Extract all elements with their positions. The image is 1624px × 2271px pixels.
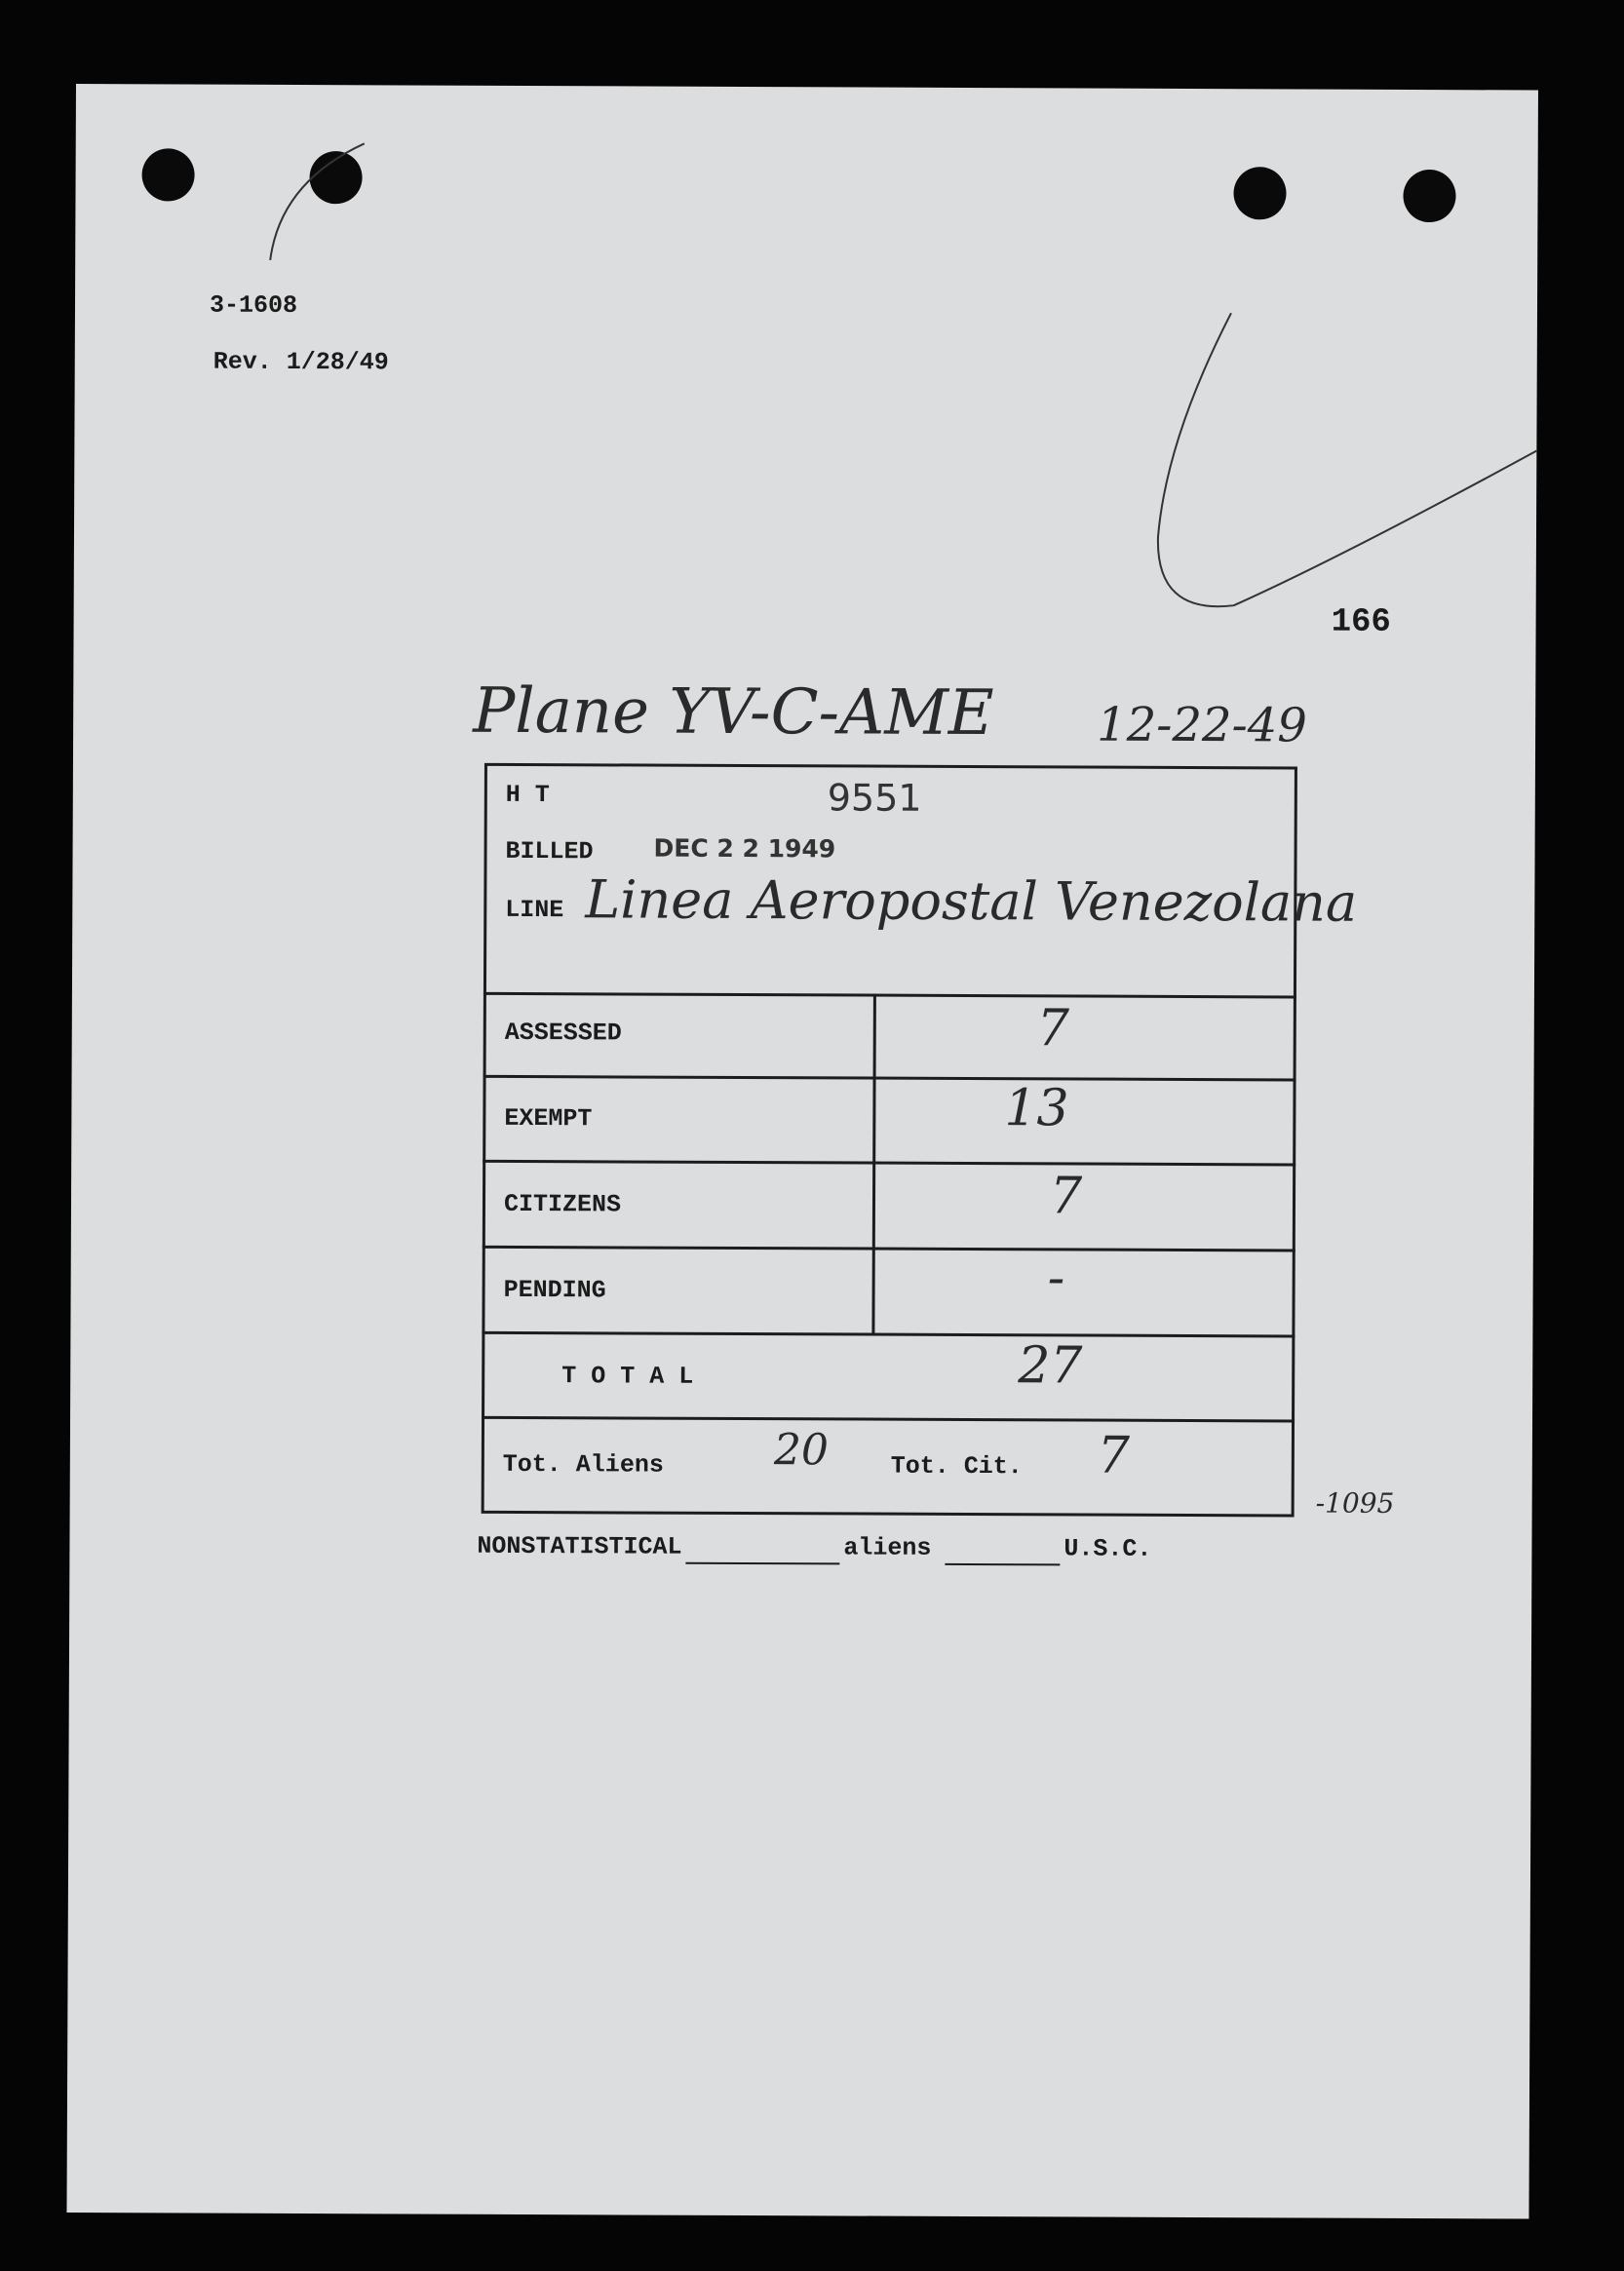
row-label-assessed: ASSESSED	[504, 1018, 622, 1048]
aliens-blank	[945, 1563, 1060, 1566]
revision-date: Rev. 1/28/49	[213, 347, 389, 377]
tot-cit-label: Tot. Cit.	[890, 1451, 1023, 1482]
line-label: LINE	[505, 895, 564, 925]
ht-number: 9551	[827, 776, 922, 820]
handwritten-date: 12-22-49	[1097, 697, 1307, 753]
total-value: 27	[1018, 1336, 1083, 1396]
row-label-pending: PENDING	[503, 1275, 606, 1305]
row-label-exempt: EXEMPT	[504, 1103, 593, 1134]
billed-label: BILLED	[505, 836, 594, 866]
nonstatistical-blank	[685, 1562, 839, 1565]
tot-aliens-value: 20	[773, 1425, 830, 1476]
usc-label: U.S.C.	[1063, 1534, 1152, 1563]
document-page	[66, 84, 1538, 2219]
row-value-pending: -	[1047, 1249, 1065, 1308]
form-number: 3-1608	[209, 290, 298, 320]
nonstatistical-label: NONSTATISTICAL	[477, 1531, 682, 1561]
row-label-citizens: CITIZENS	[503, 1189, 622, 1219]
handwritten-plane: Plane YV-C-AME	[473, 674, 994, 751]
page-number: 166	[1331, 603, 1391, 641]
ht-label: H T	[505, 780, 550, 810]
total-label: T O T A L	[561, 1362, 694, 1391]
row-value-exempt: 13	[1004, 1079, 1069, 1138]
row-value-assessed: 7	[1036, 999, 1070, 1059]
aliens-label: aliens	[843, 1533, 932, 1562]
row-value-citizens: 7	[1049, 1167, 1083, 1226]
handwritten-line-value: Linea Aeropostal Venezolana	[585, 868, 1358, 934]
margin-note: -1095	[1315, 1486, 1395, 1520]
pencil-stroke-marks	[73, 84, 1538, 773]
tot-cit-value: 7	[1097, 1426, 1131, 1485]
tot-aliens-label: Tot. Aliens	[502, 1449, 664, 1480]
billed-date-stamp: DEC 2 2 1949	[653, 833, 836, 864]
